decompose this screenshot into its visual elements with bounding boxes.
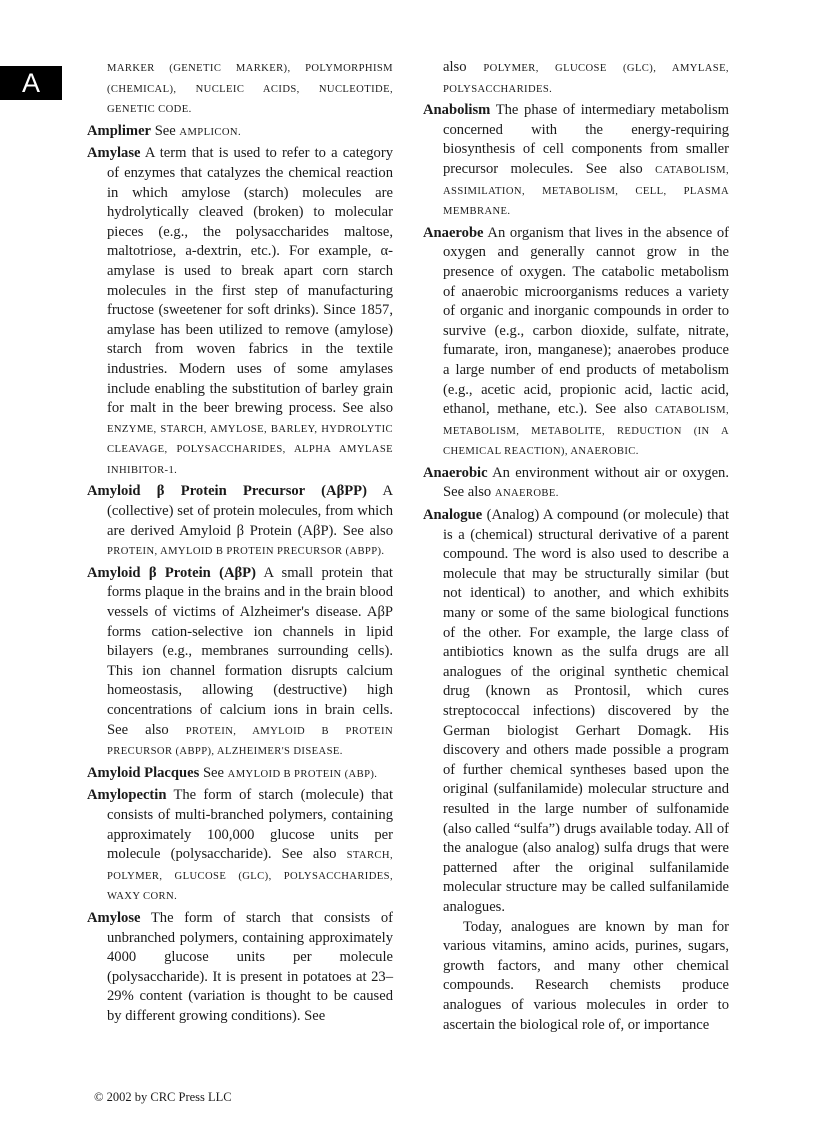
definition: A term that is used to refer to a category of enzymes that catalyzes the chemical reaction in which amylose (starch) molecules are hydrolytically cleaved (broken) to molecular pieces (e.g., the polysaccharides maltose, maltotriose, a-dextrin, etc.). For example, α-amylase is used to break apart corn starch molecules in the first step of manufacturing fructose (sweetener for soft drinks). Since 1857, amylase has been utilized to remove (amylose) starch from woven fabrics in the textile industries. Modern uses of some amylases include enabling the substitution of barley grain for malt in the beer brewing process. See also <box>107 145 393 417</box>
entry-amyloid-beta-protein-precursor <box>87 482 393 561</box>
headword: Amylopectin <box>87 787 167 804</box>
cross-references: ANAEROBE. <box>494 488 559 500</box>
headword: Anabolism <box>423 102 491 119</box>
section-letter-tab: A <box>0 66 62 100</box>
definition: A (collective) set of protein molecules, from which are derived Amyloid β Protein (AβP). See also <box>107 483 393 539</box>
cross-references: POLYMER, GLUCOSE (GLC), AMYLASE, POLYSACCHARIDES. <box>443 63 729 95</box>
continuation-text <box>87 58 393 120</box>
entry-anabolism <box>423 101 729 222</box>
left-column <box>87 58 393 1029</box>
cross-references: CATABOLISM, METABOLISM, METABOLITE, REDUCTION (IN A CHEMICAL REACTION), ANAEROBIC. <box>443 405 729 458</box>
headword: Amplimer <box>87 122 152 139</box>
entry-anaerobic <box>423 464 729 504</box>
headword: Amylase <box>87 145 141 162</box>
cross-references: PROTEIN, AMYLOID Β PROTEIN PRECURSOR (AΒPP). <box>107 546 385 558</box>
entry-anaerobe <box>423 224 729 462</box>
right-column <box>423 58 729 1035</box>
headword: Amyloid β Protein Precursor (AβPP) <box>87 483 367 500</box>
cross-references: AMPLICON. <box>179 126 241 138</box>
definition: See <box>199 764 228 781</box>
definition: A small protein that forms plaque in the brains and in the brain blood vessels of victims of Alzheimer's disease. AβP forms cation-selective ion channels in lipid bilayers (e.g., membranes surrounding cells). This ion channel formation disrupts calcium homeostasis, allowing (destructive) high concentrations of calcium ions in brain cells. See also <box>107 564 393 738</box>
entry-amyloid-beta-protein <box>87 564 393 762</box>
headword: Anaerobic <box>423 464 488 481</box>
entry-amyloid-placques <box>87 764 393 785</box>
definition: The phase of intermediary metabolism concerned with the energy-requiring biosynthesis of cell components from smaller precursor molecules. See also <box>443 102 729 177</box>
analogue-paragraph: Today, analogues are known by man for various vitamins, amino acids, purines, sugars, growth factors, and many other chemical compounds. Research chemists produce analogues of various molecules in order to ascertain the biological role of, or importance <box>443 918 729 1033</box>
headword: Anaerobe <box>423 224 484 241</box>
cross-references: CATABOLISM, ASSIMILATION, METABOLISM, CELL, PLASMA MEMBRANE. <box>443 164 729 218</box>
definition: The form of starch (molecule) that consists of multi-branched polymers, containing approximately 100,000 glucose units per molecule (polysaccharide). See also <box>107 787 393 863</box>
definition: See <box>151 122 180 139</box>
entry-amylase <box>87 144 393 480</box>
entry-analogue <box>423 506 729 917</box>
entry-amplimer <box>87 122 393 143</box>
headword: Amylose <box>87 909 141 926</box>
headword: Amyloid Placques <box>87 764 200 781</box>
definition: The form of starch that consists of unbranched polymers, containing approximately 4000 glucose units per molecule (polysaccharide). It is present in potatoes at 23–29% content (variation is thought to be caused by different growing conditions). See <box>107 909 393 1024</box>
headword: Analogue <box>423 507 483 524</box>
cross-references: STARCH, POLYMER, GLUCOSE (GLC), POLYSACCHARIDES, WAXY CORN. <box>107 850 393 903</box>
cross-references: PROTEIN, AMYLOID Β PROTEIN PRECURSOR (AΒPP), ALZHEIMER'S DISEASE. <box>107 725 393 758</box>
definition: also <box>443 59 484 75</box>
definition: An organism that lives in the absence of oxygen and generally cannot grow in the presence of oxygen. The catabolic metabolism of anaerobic microorganisms reduces a variety of organic and inorganic compounds in order to survive (e.g., carbon dioxide, sulfate, nitrate, fumarate, iron, manganese); anaerobes produce a large number of end products of metabolism (e.g., acetic acid, propionic acid, lactic acid, ethanol, methane, etc.). See also <box>443 224 729 418</box>
definition: (Analog) A compound (or molecule) that is a (chemical) structural derivative of a parent compound. The word is also used to describe a molecule that may be structurally similar (but not identical) to another, and which exhibits many or some of the same biological functions of the other. For example, the large class of antibiotics known as the sulfa drugs are all analogues of the original synthetic chemical drug (known as Prontosil, which cures streptococcal infections) discovered by the German biologist Gerhart Domagk. His discovery and others made possible a program of further chemical syntheses based upon the original (sulfanilamide) molecular structure and resulted in the large number of sulfonamide (also called “sulfa”) drugs available today. All of the analogue (also analog) sulfa drugs that were patterned after the original sulfanilamide molecular structure may be called sulfanilamide analogues. <box>443 507 729 915</box>
continuation-text <box>423 58 729 99</box>
entry-amylopectin <box>87 786 393 907</box>
cross-references: ENZYME, STARCH, AMYLOSE, BARLEY, HYDROLYTIC CLEAVAGE, POLYSACCHARIDES, ALPHA AMYLASE INHIBITOR-1. <box>107 423 393 476</box>
copyright-footer: © 2002 by CRC Press LLC <box>94 1090 232 1104</box>
definition: An environment without air or oxygen. See also <box>443 464 729 501</box>
cross-references: AMYLOID Β PROTEIN (AΒP). <box>227 768 378 780</box>
entry-amylose <box>87 909 393 1027</box>
headword: Amyloid β Protein (AβP) <box>87 564 256 581</box>
cross-references: MARKER (GENETIC MARKER), POLYMORPHISM (CHEMICAL), NUCLEIC ACIDS, NUCLEOTIDE, GENETIC CODE. <box>107 63 393 116</box>
